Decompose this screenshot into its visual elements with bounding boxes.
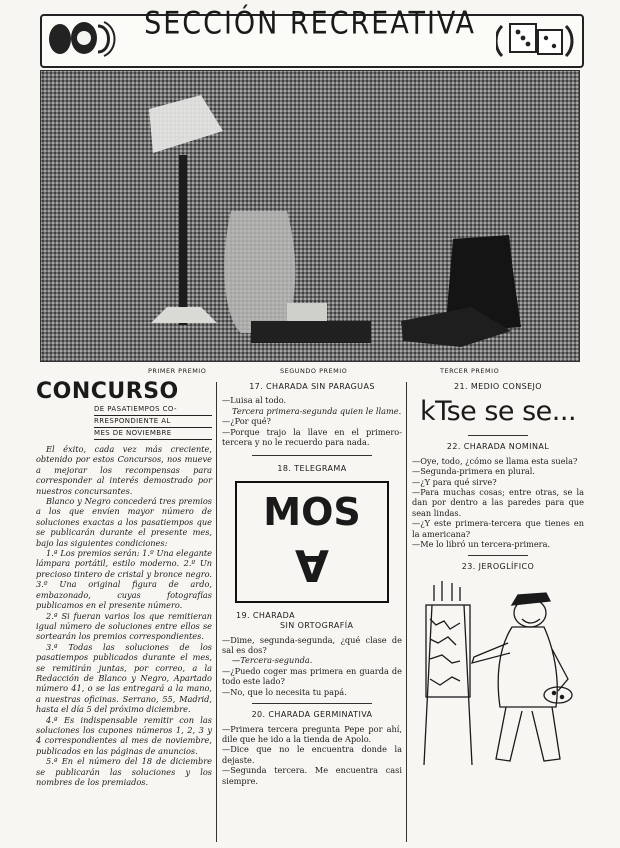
caption-first-prize: PRIMER PREMIO	[148, 367, 207, 375]
puzzle-22-line: —Segunda-primera en plural.	[412, 466, 535, 477]
puzzle-21-heading: 21. MEDIO CONSEJO	[453, 382, 543, 391]
puzzle-22-line: —Oye, todo, ¿cómo se llama esta suela?	[412, 455, 578, 466]
puzzle-22-line: —Me lo libró un tercera-primera.	[412, 539, 551, 550]
caption-third-prize: TERCER PREMIO	[440, 367, 500, 375]
puzzle-19-line: —¿Puedo coger mas primera en guarda de todo este lado?	[222, 665, 402, 687]
divider	[468, 435, 528, 436]
column-rule	[216, 382, 217, 842]
caption-second-prize: SEGUNDO PREMIO	[280, 367, 348, 375]
puzzle-20-line: —Dice que no le encuentra donde la dejaste.	[222, 744, 402, 765]
puzzle-17-line: Tercera primera-segunda quien le llame.	[232, 405, 402, 416]
telegram-top-word: MOS	[263, 489, 361, 534]
puzzle-22-line: —¿Y este primera-tercera que tienes en la americana?	[412, 518, 584, 539]
column-rule	[406, 382, 407, 842]
puzzle-19-line: —Dime, segunda-segunda, ¿qué clase de sal es dos?	[222, 634, 402, 656]
divider	[252, 455, 372, 456]
puzzle-17-line: —Porque trajo la llave en el primero-tercera y no le recuerdo para nada.	[222, 426, 402, 448]
puzzle-22-line: —¿Y para qué sirve?	[412, 476, 497, 487]
prizes-photo	[40, 70, 580, 362]
contest-title: CONCURSO	[36, 379, 179, 404]
puzzle-19-line: —No, que lo necesita tu papá.	[222, 686, 347, 697]
puzzle-20-line: —Segunda tercera. Me encuentra casi siempre.	[222, 765, 402, 786]
contest-rule-2: 2.ª Si fueran varios los que remitieran igual número de soluciones entre ellos se sortearán los premios correspondientes.	[36, 610, 212, 642]
contest-rule-1: 1.ª Los premios serán: 1.º Una elegante lámpara portátil, estilo moderno. 2.º Un precioso tintero de cristal y bronce negro. 3.º Una original figura de ardo, embazonado, cuyas fotografías publicamos en el presente número.	[36, 548, 212, 611]
contest-intro: El éxito, cada vez más creciente, obtenido por estos Concursos, nos mueve a mejorar los recompensas para corresponder al interés demostrado por nuestros concursantes.	[36, 444, 212, 496]
puzzle-18-heading: 18. TELEGRAMA	[277, 464, 347, 474]
dice-ornament-icon	[496, 18, 576, 60]
puzzle-23-heading: 23. JEROGLÍFICO	[461, 562, 535, 572]
puzzle-19-line: —Tercera-segunda.	[232, 655, 313, 666]
telegram-box	[235, 481, 389, 603]
puzzle-20-line: —Primera tercera pregunta Pepe por ahí, dile que he ido a la tienda de Apolo.	[222, 723, 402, 744]
divider	[468, 555, 528, 556]
puzzle-17-heading: 17. CHARADA SIN PARAGUAS	[249, 382, 375, 391]
contest-column	[36, 380, 212, 787]
puzzles-column-right	[412, 380, 584, 767]
contest-rule-5: 5.ª En el número del 18 de diciembre se publicarán las soluciones y los nombres de los premiados.	[36, 756, 212, 787]
puzzle-20-heading: 20. CHARADA GERMINATIVA	[251, 710, 373, 720]
rebus-illustration	[412, 579, 584, 767]
puzzle-17-line: —Luisa al todo.	[222, 395, 287, 406]
contest-rule-3: 3.ª Todas las soluciones de los pasatiempos publicados durante el mes, se remitirán juntas, por correo, a la Redacción de Blanco y Negro, Apartado número 41, o se las entregará a la mano, a nuestras oficinas. Serrano, 55, Madrid, hasta el día 5 del próximo diciembre.	[36, 641, 212, 715]
puzzles-column-middle	[222, 380, 402, 786]
puzzle-21-text: kTse se se...	[419, 396, 577, 428]
puzzle-19-heading: 19. CHARADA	[236, 610, 295, 620]
puzzle-17-line: —¿Por qué?	[222, 416, 271, 427]
contest-paragraph: Blanco y Negro concederá tres premios a los que envíen mayor número de soluciones exactas a los pasatiempos que se publicarán durante el presente mes, bajo las siguientes condiciones:	[36, 496, 212, 548]
puzzle-22-line: —Para muchas cosas; entre otras, se la dan por dentro a las paredes para que sean lindas.	[412, 487, 584, 518]
contest-rule-4: 4.ª Es indispensable remitir con las soluciones los cupones números 1, 2, 3 y 4 correspondientes al mes de noviembre, publicados en las páginas de anuncios.	[36, 714, 212, 756]
divider	[252, 703, 372, 704]
painter-drawing-icon	[412, 579, 584, 767]
puzzle-19-subheading: SIN ORTOGRAFÍA	[280, 621, 354, 631]
telegram-inverted-letter: A	[294, 538, 330, 590]
contest-subtitle: DE PASATIEMPOS CO- RRESPONDIENTE AL MES DE NOVIEMBRE	[94, 404, 212, 440]
page-title: SECCIÓN RECREATIVA	[144, 5, 476, 42]
puzzle-22-heading: 22. CHARADA NOMINAL	[446, 442, 550, 452]
prizes-illustration	[41, 71, 579, 361]
